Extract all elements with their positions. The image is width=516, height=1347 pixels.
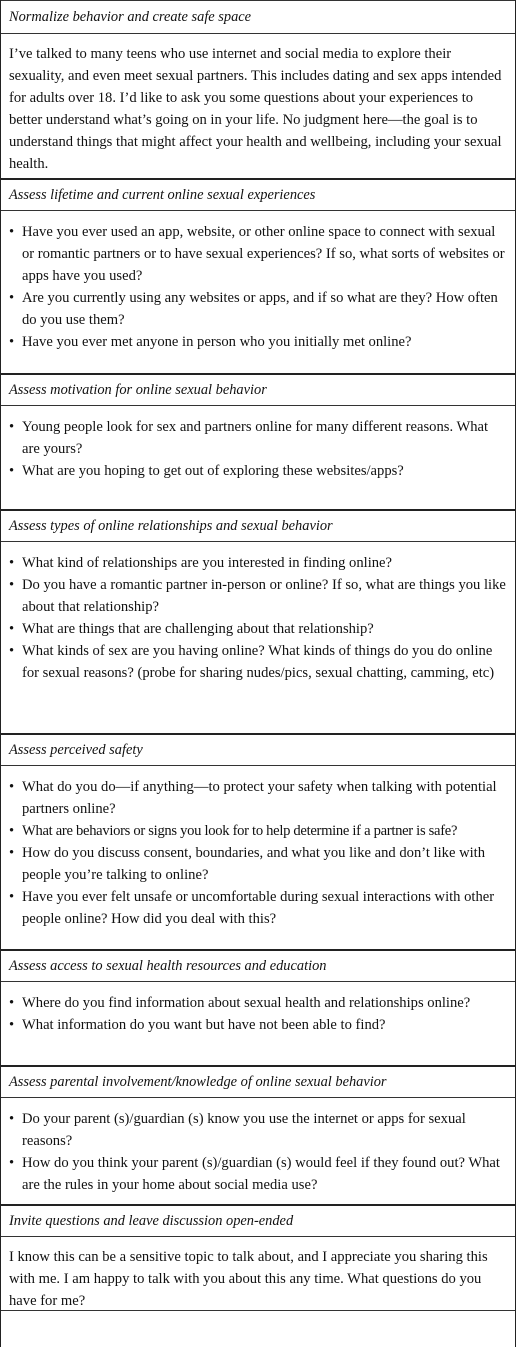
section-heading: Assess lifetime and current online sexual experiences <box>1 180 515 211</box>
list-item: • How do you discuss consent, boundaries, and what you like and don’t like with people you’re talking to online? <box>9 842 507 886</box>
section-invite <box>1 1204 515 1311</box>
section-motivation <box>1 373 515 509</box>
list-item: • What kinds of sex are you having online? What kinds of things do you do online for sexual reasons? (probe for sharing nudes/pics, sexual chatting, camming, etc) <box>9 640 507 684</box>
section-heading: Assess perceived safety <box>1 735 515 766</box>
section-heading: Assess types of online relationships and sexual behavior <box>1 511 515 542</box>
bullet-list <box>9 776 507 930</box>
section-heading: Invite questions and leave discussion open-ended <box>1 1206 515 1237</box>
list-item: • Have you ever met anyone in person who you initially met online? <box>9 331 507 353</box>
bullet-list <box>9 416 507 482</box>
section-heading: Assess access to sexual health resources and education <box>1 951 515 982</box>
section-safety <box>1 733 515 949</box>
list-item: • Have you ever used an app, website, or other online space to connect with sexual or romantic partners or to have sexual experiences? If so, what sorts of websites or apps have you used? <box>9 221 507 287</box>
section-paragraph: I’ve talked to many teens who use internet and social media to explore their sexuality, and even meet sexual partners. This includes dating and sex apps intended for adults over 18. I’d like to ask you some questions about your experiences to better understand what’s going on in your life. No judgment here—the goal is to understand things that might affect your health and wellbeing, including your sexual health. <box>9 46 502 172</box>
list-item: • Are you currently using any websites or apps, and if so what are they? How often do you use them? <box>9 287 507 331</box>
list-item: • What are behaviors or signs you look for to help determine if a partner is safe? <box>9 820 507 842</box>
section-heading: Normalize behavior and create safe space <box>1 0 515 34</box>
section-body <box>1 1098 515 1204</box>
list-item: • Young people look for sex and partners online for many different reasons. What are yours? <box>9 416 507 460</box>
section-heading: Assess motivation for online sexual behavior <box>1 375 515 406</box>
section-body <box>1 982 515 1065</box>
section-body <box>1 406 515 509</box>
section-heading: Assess parental involvement/knowledge of online sexual behavior <box>1 1067 515 1098</box>
list-item: • What do you do—if anything—to protect your safety when talking with potential partners online? <box>9 776 507 820</box>
list-item: • What are things that are challenging about that relationship? <box>9 618 507 640</box>
list-item: • Do you have a romantic partner in-person or online? If so, what are things you like about that relationship? <box>9 574 507 618</box>
section-parental <box>1 1065 515 1204</box>
list-item: • What information do you want but have not been able to find? <box>9 1014 507 1036</box>
section-paragraph: I know this can be a sensitive topic to talk about, and I appreciate you sharing this with me. I am happy to talk with you about this any time. What questions do you have for me? <box>9 1249 488 1309</box>
bullet-list <box>9 221 507 353</box>
list-item: • What are you hoping to get out of exploring these websites/apps? <box>9 460 507 482</box>
section-resources <box>1 949 515 1065</box>
bullet-list <box>9 552 507 684</box>
section-lifetime <box>1 178 515 373</box>
list-item: • How do you think your parent (s)/guardian (s) would feel if they found out? What are the rules in your home about social media use? <box>9 1152 507 1196</box>
section-body <box>1 1237 515 1311</box>
bullet-list <box>9 1108 507 1196</box>
section-relationships <box>1 509 515 733</box>
list-item: • Have you ever felt unsafe or uncomfortable during sexual interactions with other people online? How did you deal with this? <box>9 886 507 930</box>
list-item: • Where do you find information about sexual health and relationships online? <box>9 992 507 1014</box>
section-normalize <box>1 0 515 178</box>
section-body <box>1 766 515 949</box>
list-item: • Do your parent (s)/guardian (s) know you use the internet or apps for sexual reasons? <box>9 1108 507 1152</box>
list-item: • What kind of relationships are you interested in finding online? <box>9 552 507 574</box>
section-body <box>1 542 515 733</box>
section-body <box>1 34 515 178</box>
section-body <box>1 211 515 373</box>
bullet-list <box>9 992 507 1036</box>
